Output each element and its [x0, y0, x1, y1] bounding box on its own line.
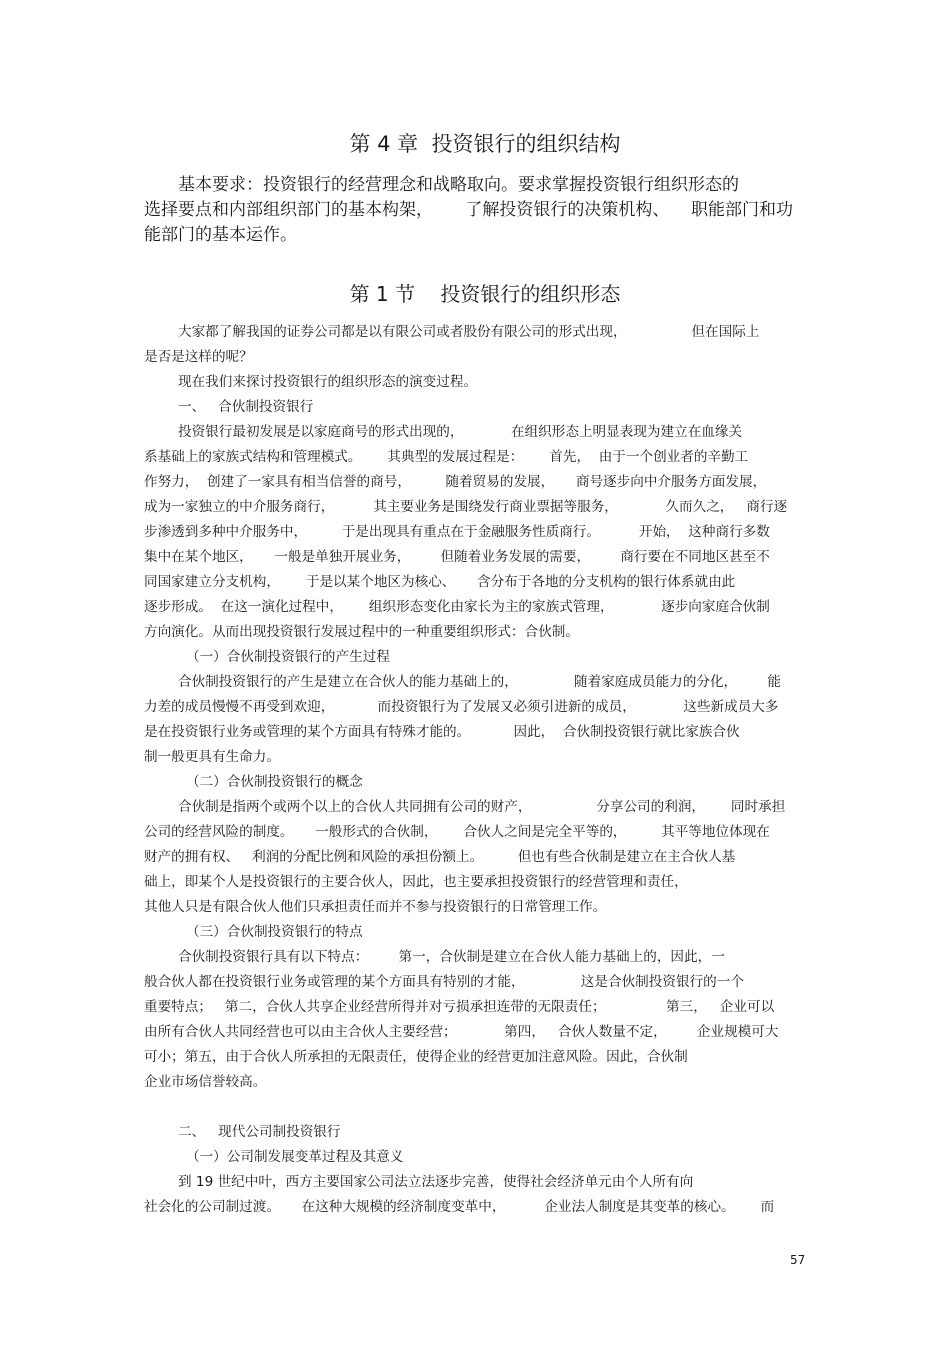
- body-line: 是否是这样的呢？: [144, 349, 253, 365]
- body-line: 合伙制投资银行的产生是建立在合伙人的能力基础上的， 随着家庭成员能力的分化， 能: [178, 674, 781, 690]
- section-title: 第 1 节 投资银行的组织形态: [349, 282, 621, 306]
- requirements-line-3: 能部门的基本运作。: [144, 225, 297, 245]
- body-line: 公司的经营风险的制度。 一般形式的合伙制， 合伙人之间是完全平等的， 其平等地位体现在: [144, 824, 770, 840]
- body-line: 作努力， 创建了一家具有相当信誉的商号， 随着贸易的发展， 商号逐步向中介服务方面发展，: [144, 474, 767, 490]
- subheading-origin: （一）合伙制投资银行的产生过程: [186, 649, 390, 665]
- body-line: 系基础上的家族式结构和管理模式。 其典型的发展过程是： 首先， 由于一个创业者的辛勤工: [144, 449, 749, 465]
- body-line: 方向演化。从而出现投资银行发展过程中的一种重要组织形式：合伙制。: [144, 624, 579, 640]
- subheading-modern-company: 二、 现代公司制投资银行: [178, 1124, 341, 1140]
- body-line: 企业市场信誉较高。: [144, 1074, 267, 1090]
- subheading-partnership: 一、 合伙制投资银行: [178, 399, 314, 415]
- body-line: 由所有合伙人共同经营也可以由主合伙人主要经营； 第四， 合伙人数量不定， 企业规模可大: [144, 1024, 779, 1040]
- body-line: 社会化的公司制过渡。 在这种大规模的经济制度变革中， 企业法人制度是其变革的核心。 而: [144, 1199, 775, 1215]
- body-line: 合伙制投资银行具有以下特点： 第一，合伙制是建立在合伙人能力基础上的，因此，一: [178, 949, 725, 965]
- page-number: 57: [790, 1253, 806, 1267]
- body-line: 力差的成员慢慢不再受到欢迎， 而投资银行为了发展又必须引进新的成员， 这些新成员大多: [144, 699, 779, 715]
- requirements-line-1: 基本要求：投资银行的经营理念和战略取向。要求掌握投资银行组织形态的: [178, 175, 739, 195]
- body-line: 逐步形成。 在这一演化过程中， 组织形态变化由家长为主的家族式管理， 逐步向家庭合伙制: [144, 599, 770, 615]
- body-line: 可小；第五，由于合伙人所承担的无限责任，使得企业的经营更加注意风险。因此，合伙制: [144, 1049, 688, 1065]
- subheading-company-evolution: （一）公司制发展变革过程及其意义: [186, 1149, 404, 1165]
- body-line: 础上，即某个人是投资银行的主要合伙人，因此，也主要承担投资银行的经营管理和责任，: [144, 874, 688, 890]
- requirements-line-2: 选择要点和内部组织部门的基本构架， 了解投资银行的决策机构、 职能部门和功: [144, 200, 794, 220]
- body-line: 般合伙人都在投资银行业务或管理的某个方面具有特别的才能， 这是合伙制投资银行的一个: [144, 974, 744, 990]
- body-line: 合伙制是指两个或两个以上的合伙人共同拥有公司的财产， 分享公司的利润， 同时承担: [178, 799, 786, 815]
- chapter-title: 第 4 章 投资银行的组织结构: [349, 132, 621, 156]
- body-line: 大家都了解我国的证券公司都是以有限公司或者股份有限公司的形式出现， 但在国际上: [178, 324, 760, 340]
- body-line: 步渗透到多种中介服务中， 于是出现具有重点在于金融服务性质商行。 开始， 这种商行多数: [144, 524, 770, 540]
- body-line: 到 19 世纪中叶，西方主要国家公司法立法逐步完善，使得社会经济单元由个人所有向: [178, 1174, 694, 1190]
- body-line: 重要特点； 第二，合伙人共享企业经营所得并对亏损承担连带的无限责任； 第三， 企业可以: [144, 999, 775, 1015]
- subheading-features: （三）合伙制投资银行的特点: [186, 924, 363, 940]
- body-line: 现在我们来探讨投资银行的组织形态的演变过程。: [178, 374, 478, 390]
- body-line: 制一般更具有生命力。: [144, 749, 280, 765]
- body-line: 财产的拥有权、 利润的分配比例和风险的承担份额上。 但也有些合伙制是建立在主合伙人基: [144, 849, 736, 865]
- body-line: 投资银行最初发展是以家庭商号的形式出现的， 在组织形态上明显表现为建立在血缘关: [178, 424, 743, 440]
- body-line: 成为一家独立的中介服务商行， 其主要业务是围绕发行商业票据等服务， 久而久之， 商行逐: [144, 499, 788, 515]
- body-line: 同国家建立分支机构， 于是以某个地区为核心、 含分布于各地的分支机构的银行体系就由此: [144, 574, 736, 590]
- body-line: 其他人只是有限合伙人他们只承担责任而并不参与投资银行的日常管理工作。: [144, 899, 607, 915]
- body-line: 集中在某个地区， 一般是单独开展业务， 但随着业务发展的需要， 商行要在不同地区甚至不: [144, 549, 770, 565]
- body-line: 是在投资银行业务或管理的某个方面具有特殊才能的。 因此， 合伙制投资银行就比家族合伙: [144, 724, 740, 740]
- subheading-concept: （二）合伙制投资银行的概念: [186, 774, 363, 790]
